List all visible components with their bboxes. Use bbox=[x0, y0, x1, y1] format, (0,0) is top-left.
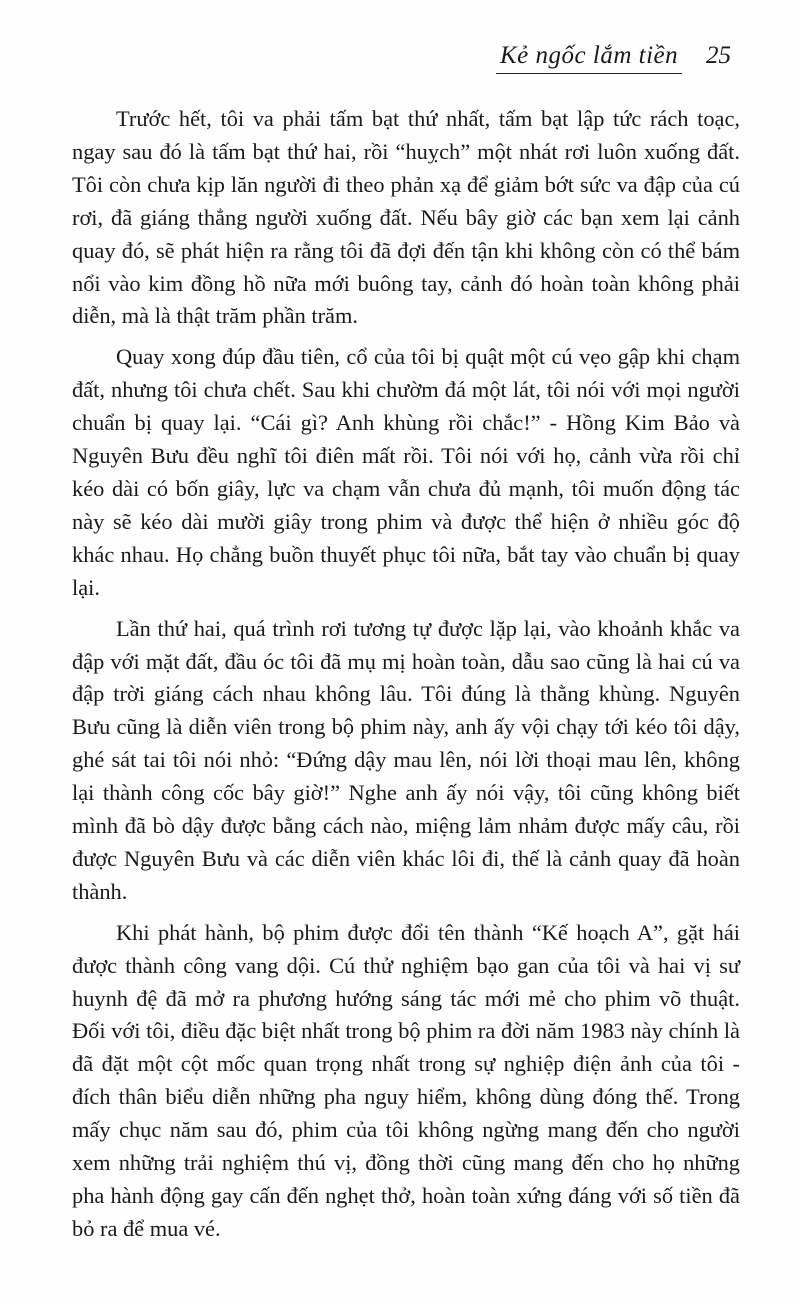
running-header bbox=[496, 42, 740, 78]
page-number: 25 bbox=[706, 42, 731, 69]
running-title: Kẻ ngốc lắm tiền bbox=[500, 42, 679, 69]
paragraph-3: Lần thứ hai, quá trình rơi tương tự được lặp lại, vào khoảnh khắc va đập với mặt đất, đầu óc tôi đã mụ mị hoàn toàn, dẫu sao cũng là hai cú va đập trời giáng cách nhau không lâu. Tôi đúng là thằng khùng. Nguyên Bưu cũng là diễn viên trong bộ phim này, anh ấy vội chạy tới kéo tôi dậy, ghé sát tai tôi nói nhỏ: “Đứng dậy mau lên, nói lời thoại mau lên, không lại thành công cốc bây giờ!” Nghe anh ấy nói vậy, tôi cũng không biết mình đã bò dậy được bằng cách nào, miệng lảm nhảm được mấy câu, rồi được Nguyên Bưu và các diễn viên khác lôi đi, thế là cảnh quay đã hoàn thành. bbox=[72, 615, 740, 904]
header-rule bbox=[496, 73, 682, 74]
paragraph-2: Quay xong đúp đầu tiên, cổ của tôi bị quật một cú vẹo gập khi chạm đất, nhưng tôi chưa chết. Sau khi chườm đá một lát, tôi nói với mọi người chuẩn bị quay lại. “Cái gì? Anh khùng rồi chắc!” - Hồng Kim Bảo và Nguyên Bưu đều nghĩ tôi điên mất rồi. Tôi nói với họ, cảnh vừa rồi chỉ kéo dài có bốn giây, lực va chạm vẫn chưa đủ mạnh, tôi muốn động tác này sẽ kéo dài mười giây trong phim và được thể hiện ở nhiều góc độ khác nhau. Họ chẳng buồn thuyết phục tôi nữa, bắt tay vào chuẩn bị quay lại. bbox=[72, 344, 740, 600]
body-text bbox=[72, 103, 740, 1254]
paragraph-1: Trước hết, tôi va phải tấm bạt thứ nhất, tấm bạt lập tức rách toạc, ngay sau đó là tấm bạt thứ hai, rồi “huỵch” một nhát rơi luôn xuống đất. Tôi còn chưa kịp lăn người đi theo phản xạ để giảm bớt sức va đập của cú rơi, đã giáng thẳng người xuống đất. Nếu bây giờ các bạn xem lại cảnh quay đó, sẽ phát hiện ra rằng tôi đã đợi đến tận khi không còn có thể bám nổi vào kim đồng hồ nữa mới buông tay, cảnh đó hoàn toàn không phải diễn, mà là thật trăm phần trăm. bbox=[72, 106, 740, 329]
paragraph-4: Khi phát hành, bộ phim được đổi tên thành “Kế hoạch A”, gặt hái được thành công vang dội. Cú thử nghiệm bạo gan của tôi và hai vị sư huynh đệ đã mở ra phương hướng sáng tác mới mẻ cho phim võ thuật. Đối với tôi, điều đặc biệt nhất trong bộ phim ra đời năm 1983 này chính là đã đặt một cột mốc quan trọng nhất trong sự nghiệp điện ảnh của tôi - đích thân biểu diễn những pha nguy hiểm, không dùng đóng thế. Trong mấy chục năm sau đó, phim của tôi không ngừng mang đến cho người xem những trải nghiệm thú vị, đồng thời cũng mang đến cho họ những pha hành động gay cấn đến nghẹt thở, hoàn toàn xứng đáng với số tiền đã bỏ ra để mua vé. bbox=[72, 919, 740, 1241]
